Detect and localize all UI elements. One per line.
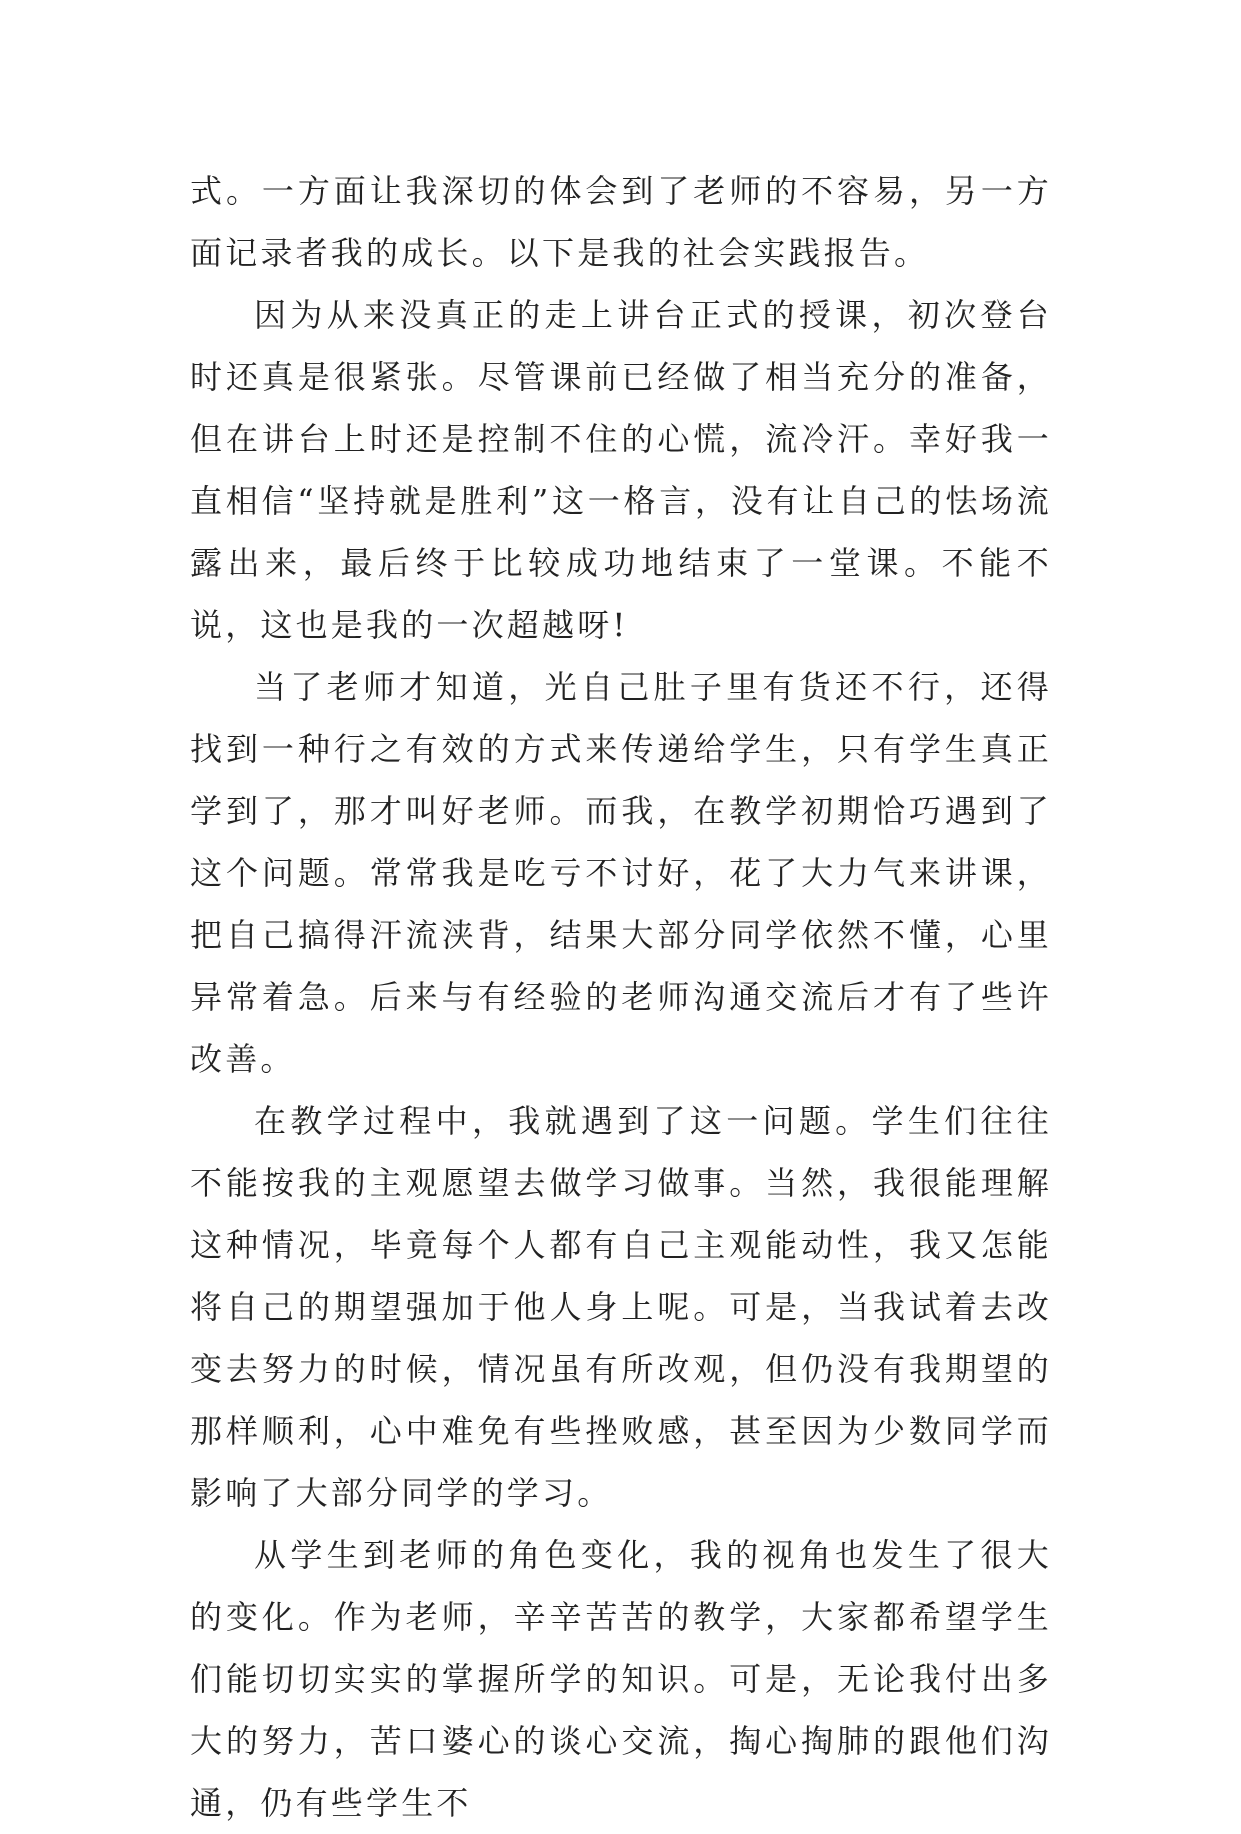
document-body [190, 160, 1052, 1834]
paragraph-4: 在教学过程中，我就遇到了这一问题。学生们往往不能按我的主观愿望去做学习做事。当然，我很能理解这种情况，毕竟每个人都有自己主观能动性，我又怎能将自己的期望强加于他人身上呢。可是，当我试着去改变去努力的时候，情况虽有所改观，但仍没有我期望的那样顺利，心中难免有些挫败感，甚至因为少数同学而影响了大部分同学的学习。 [190, 1102, 1052, 1512]
paragraph-5: 从学生到老师的角色变化，我的视角也发生了很大的变化。作为老师，辛辛苦苦的教学，大家都希望学生们能切切实实的掌握所学的知识。可是，无论我付出多大的努力，苦口婆心的谈心交流，掏心掏肺的跟他们沟通，仍有些学生不 [190, 1536, 1052, 1822]
paragraph-1: 式。一方面让我深切的体会到了老师的不容易，另一方面记录者我的成长。以下是我的社会实践报告。 [190, 172, 1052, 272]
paragraph-2: 因为从来没真正的走上讲台正式的授课，初次登台时还真是很紧张。尽管课前已经做了相当充分的准备，但在讲台上时还是控制不住的心慌，流冷汗。幸好我一直相信“坚持就是胜利”这一格言，没有让自己的怯场流露出来，最后终于比较成功地结束了一堂课。不能不说，这也是我的一次超越呀! [190, 296, 1052, 644]
paragraph-3: 当了老师才知道，光自己肚子里有货还不行，还得找到一种行之有效的方式来传递给学生，只有学生真正学到了，那才叫好老师。而我，在教学初期恰巧遇到了这个问题。常常我是吃亏不讨好，花了大力气来讲课，把自己搞得汗流浃背，结果大部分同学依然不懂，心里异常着急。后来与有经验的老师沟通交流后才有了些许改善。 [190, 668, 1052, 1078]
